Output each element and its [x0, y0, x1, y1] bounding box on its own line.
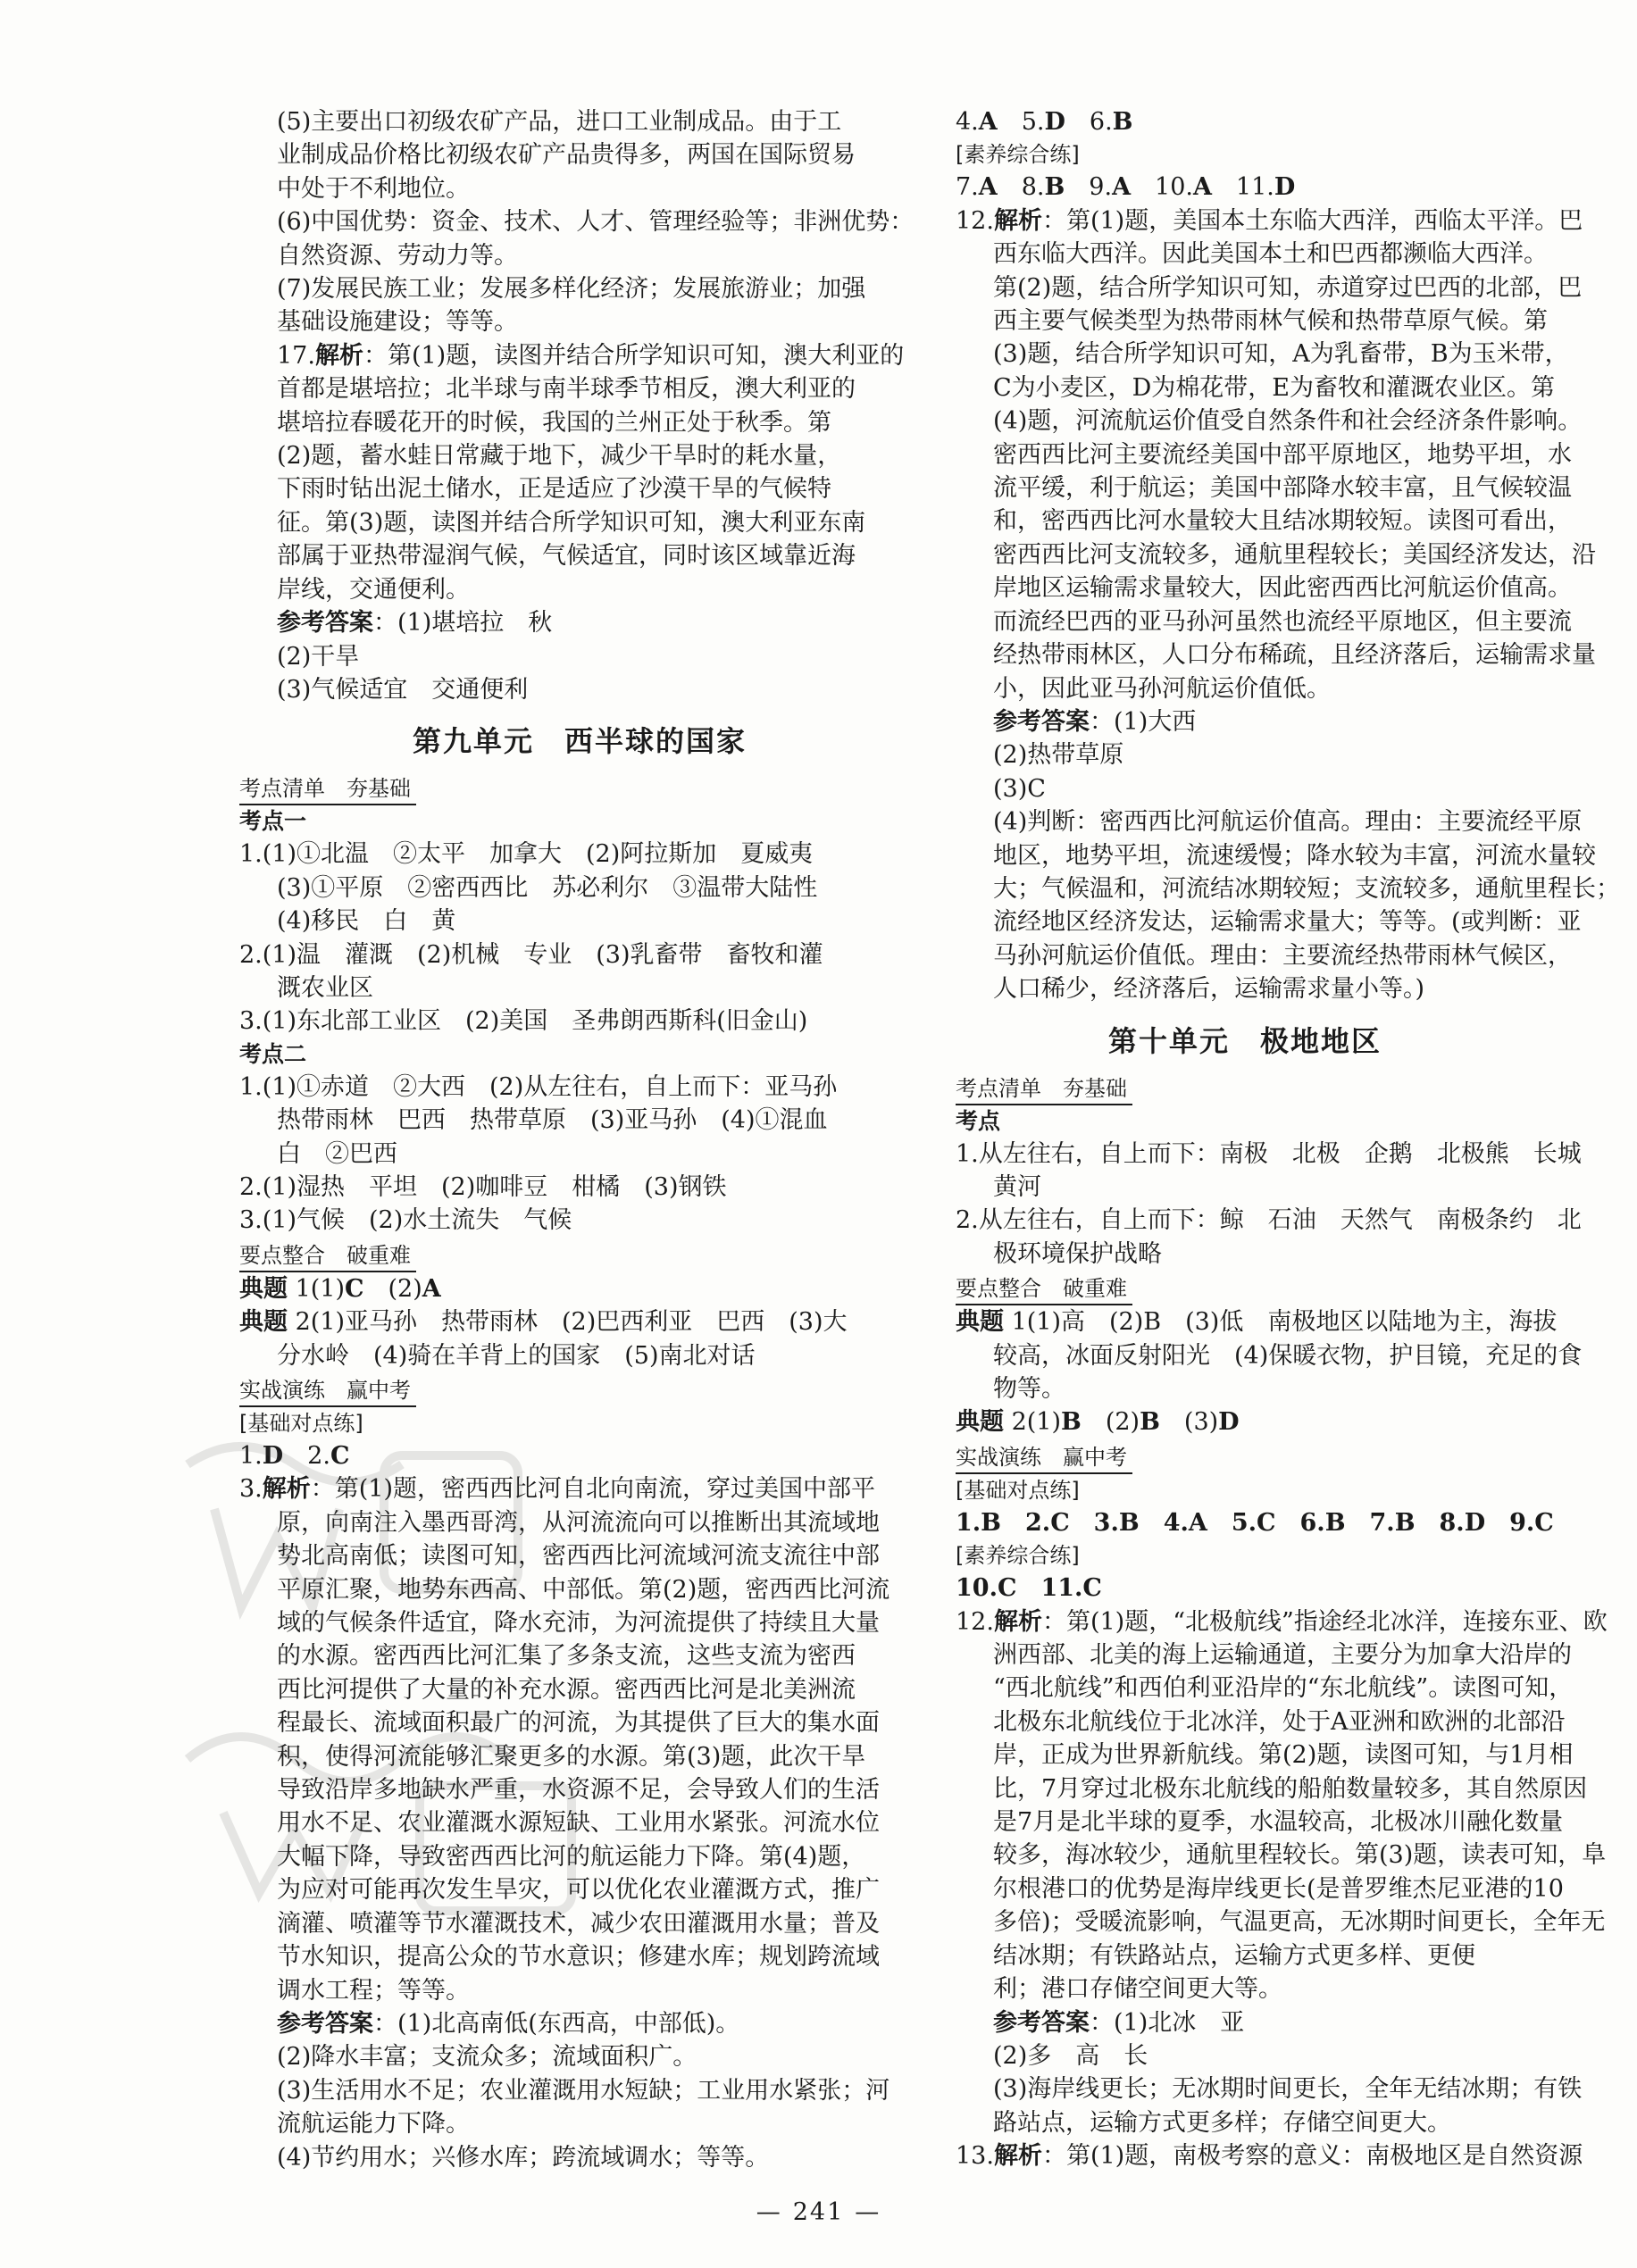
- text-line: 的水源。密西西比河汇集了多条支流，这些支流为密西: [277, 1642, 856, 1671]
- text-line: 尔根港口的优势是海岸线更长(是普罗维杰尼亚港的10: [993, 1874, 1564, 1903]
- answer-line: 人口稀少，经济落后，运输需求量小等。): [993, 975, 1425, 1004]
- text-line: (3)①平原 ②密西西比 苏必利尔 ③温带大陆性: [277, 873, 818, 902]
- text-line: 下雨时钻出泥土储水，正是适应了沙漠干旱的气候特: [277, 475, 831, 504]
- text-span: ：(1)大西: [1090, 707, 1197, 736]
- kaodian-2-heading: 考点二: [239, 1040, 307, 1067]
- answer-label: 参考答案: [993, 707, 1090, 736]
- answer-line: (2)干旱: [277, 642, 360, 671]
- answer-line: (3)C: [993, 774, 1046, 803]
- text-span: 2(1)亚马孙 热带雨林 (2)巴西利亚 巴西 (3)大: [295, 1308, 848, 1337]
- text-line: 经热带雨林区，人口分布稀疏，且经济落后，运输需求量: [993, 641, 1596, 670]
- text-span: 1(1): [288, 1274, 346, 1303]
- answer-line: 流经地区经济发达，运输需求量大；等等。(或判断：亚: [993, 908, 1582, 937]
- answer-line: 马孙河航运价值低。理由：主要流经热带雨林气候区，: [993, 941, 1572, 970]
- practice-subheading: [基础对点练]: [239, 1411, 363, 1436]
- text-line: 分水岭 (4)骑在羊背上的国家 (5)南北对话: [277, 1341, 756, 1370]
- u10-q12-analysis: [956, 1605, 1608, 2140]
- text-line: 西主要气候类型为热带雨林气候和热带草原气候。第: [993, 307, 1548, 336]
- text-line: (2)题，蓄水蛙日常藏于地下，减少干旱时的耗水量，: [277, 442, 842, 471]
- text-line: 3.(1)东北部工业区 (2)美国 圣弗朗西斯科(旧金山): [239, 1007, 808, 1036]
- text-line: 较高，冰面反射阳光 (4)保暖衣物，护目镜，充足的食: [993, 1341, 1583, 1370]
- text-line: 西比河提供了大量的补充水源。密西西比河是北美洲流: [277, 1675, 856, 1704]
- answer-line: [956, 705, 1534, 738]
- left-column: [239, 105, 920, 2174]
- analysis-label: 解析: [993, 206, 1042, 235]
- text-line: [956, 2139, 1583, 2172]
- text-span: 1.: [239, 1442, 263, 1470]
- example-label: 典题: [239, 1308, 288, 1337]
- answer-letter: D: [1218, 1408, 1240, 1437]
- question-number: 3.: [239, 1475, 263, 1504]
- question-number: 12.: [956, 1607, 994, 1636]
- text-span: ：第(1)题，密西西比河自北向南流，穿过美国中部平: [310, 1475, 876, 1504]
- answer-line: 流航运能力下降。: [277, 2110, 470, 2139]
- text-line: 3.(1)气候 (2)水土流失 气候: [239, 1206, 572, 1235]
- text-span: 2.: [283, 1442, 330, 1470]
- text-span: 6.: [1065, 108, 1113, 136]
- answer-line: [277, 606, 920, 639]
- text-line: 势北高南低；读图可知，密西西比河流域河流支流往中部: [277, 1542, 880, 1571]
- section-heading: 考点清单 夯基础: [956, 1073, 1132, 1105]
- text-line: [277, 339, 920, 372]
- text-span: 8.: [997, 173, 1045, 202]
- text-line: “西北航线”和西伯利亚沿岸的“东北航线”。读图可知，: [993, 1674, 1574, 1703]
- answer-letter: A: [978, 173, 998, 202]
- text-line: 堪培拉春暖花开的时候，我国的兰州正处于秋季。第: [277, 408, 831, 437]
- answer-letter: D: [262, 1442, 284, 1470]
- text-span: (2): [1081, 1408, 1140, 1437]
- text-line: 是7月是北半球的夏季，水温较高，北极冰川融化数量: [993, 1808, 1564, 1837]
- section-heading: 实战演练 赢中考: [239, 1375, 416, 1407]
- kaodian-heading: 考点: [956, 1107, 1001, 1134]
- analysis-label: 解析: [993, 1607, 1042, 1636]
- answer-letter: B: [1140, 1408, 1160, 1437]
- q3-analysis: [239, 1472, 920, 2174]
- answer-line: [956, 171, 1534, 204]
- text-span: ：(1)北冰 亚: [1090, 2008, 1245, 2037]
- answer-line: (3)气候适宜 交通便利: [277, 675, 529, 704]
- example-2-line: [239, 1305, 920, 1338]
- text-span: 5.: [997, 108, 1045, 136]
- text-span: 10.: [1131, 173, 1193, 202]
- text-line: 节水知识，提高公众的节水意识；修建水库；规划跨流域: [277, 1943, 880, 1972]
- answer-letter: A: [978, 108, 998, 136]
- text-line: 比，7月穿过北极东北航线的船舶数量较多，其自然原因: [993, 1774, 1588, 1803]
- answer-label: 参考答案: [993, 2008, 1090, 2037]
- text-line: 密西西比河主要流经美国中部平原地区，地势平坦，水: [993, 440, 1572, 469]
- answer-label: 参考答案: [277, 2009, 373, 2038]
- text-line: 用水不足、农业灌溉水源短缺、工业用水紧张。河流水位: [277, 1809, 880, 1838]
- text-span: 9.: [1065, 173, 1113, 202]
- text-line: (7)发展民族工业；发展多样化经济；发展旅游业；加强: [277, 275, 866, 304]
- section-heading: 实战演练 赢中考: [956, 1442, 1132, 1474]
- text-span: ：第(1)题，美国本土东临大西洋，西临太平洋。巴: [1041, 206, 1583, 235]
- answer-letter: D: [1044, 108, 1065, 136]
- text-line: 1.从左往右，自上而下：南极 北极 企鹅 北极熊 长城: [956, 1139, 1582, 1168]
- text-line: 流平缓，利于航运；美国中部降水较丰富，且气候较温: [993, 474, 1572, 503]
- text-span: 7.: [956, 173, 979, 202]
- answer-line: (2)多 高 长: [993, 2041, 1148, 2070]
- text-line: 密西西比河支流较多，通航里程较长；美国经济发达，沿: [993, 540, 1596, 569]
- text-line: 自然资源、劳动力等。: [277, 241, 518, 270]
- right-column: [956, 105, 1620, 2173]
- analysis-label: 解析: [262, 1475, 311, 1504]
- page-dash: —: [756, 2198, 782, 2226]
- page-number: [0, 2198, 1637, 2226]
- answer-line: 路站点，运输方式更多样；存储空间更大。: [993, 2108, 1451, 2137]
- section-heading: 要点整合 破重难: [956, 1273, 1132, 1305]
- text-line: 利；港口存储空间更大等。: [993, 1975, 1282, 2004]
- text-line: 黄河: [993, 1172, 1041, 1201]
- q17-analysis: [239, 339, 920, 706]
- answer-label: 参考答案: [277, 609, 373, 638]
- analysis-label: 解析: [993, 2142, 1042, 2171]
- text-line: 积，使得河流能够汇聚更多的水源。第(3)题，此次干旱: [277, 1742, 866, 1771]
- text-line: 调水工程；等等。: [277, 1976, 470, 2005]
- text-line: 2.从左往右，自上而下：鲸 石油 天然气 南极条约 北: [956, 1206, 1582, 1235]
- text-line: 第(2)题，结合所学知识可知，赤道穿过巴西的北部，巴: [993, 273, 1583, 302]
- text-line: [956, 204, 1583, 238]
- text-line: 物等。: [993, 1375, 1065, 1403]
- text-line: 为应对可能再次发生旱灾，可以优化农业灌溉方式，推广: [277, 1876, 880, 1905]
- example-1-line: [239, 1272, 920, 1305]
- text-line: (5)主要出口初级农矿产品，进口工业制成品。由于工: [277, 108, 842, 136]
- answer-letter: C: [330, 1442, 350, 1470]
- answer-letter: A: [422, 1274, 441, 1303]
- text-line: 滴灌、喷灌等节水灌溉技术，减少农田灌溉用水量；普及: [277, 1909, 880, 1938]
- text-line: 征。第(3)题，读图并结合所学知识可知，澳大利亚东南: [277, 508, 866, 537]
- text-line: 部属于亚热带湿润气候，气候适宜，同时该区域靠近海: [277, 542, 856, 571]
- answer-line: 大；气候温和，河流结冰期较短；支流较多，通航里程长；: [993, 874, 1620, 903]
- answer-letter: A: [1112, 173, 1132, 202]
- answer-line: 1.B 2.C 3.B 4.A 5.C 6.B 7.B 8.D 9.C: [956, 1508, 1554, 1537]
- text-line: (4)题，河流航运价值受自然条件和社会经济条件影响。: [993, 407, 1583, 436]
- answer-line: [239, 1439, 920, 1472]
- text-line: 较多，海冰较少，通航里程较长。第(3)题，读表可知，阜: [993, 1841, 1607, 1870]
- unit-9-title: 第九单元 西半球的国家: [412, 724, 747, 759]
- answer-line: (4)判断：密西西比河航运价值高。理由：主要流经平原: [993, 808, 1583, 837]
- question-number: 13.: [956, 2142, 994, 2171]
- text-line: C为小麦区，D为棉花带，E为畜牧和灌溉农业区。第: [993, 373, 1556, 402]
- answer-line: (3)生活用水不足；农业灌溉用水短缺；工业用水紧张；河: [277, 2076, 890, 2105]
- text-line: 大幅下降，导致密西西比河的航运能力下降。第(4)题，: [277, 1842, 866, 1871]
- text-line: 导致沿岸多地缺水严重，水资源不足，会导致人们的生活: [277, 1776, 880, 1805]
- text-line: 白 ②巴西: [277, 1139, 397, 1168]
- page-dash: —: [855, 2198, 881, 2226]
- text-line: 1.(1)①赤道 ②大西 (2)从左往右，自上而下：亚马孙: [239, 1072, 838, 1101]
- answer-letter: B: [1061, 1408, 1082, 1437]
- section-heading: 考点清单 夯基础: [239, 773, 416, 805]
- text-line: 极环境保护战略: [993, 1239, 1162, 1268]
- text-line: 业制成品价格比初级农矿产品贵得多，两国在国际贸易: [277, 141, 856, 170]
- text-line: 北极东北航线位于北冰洋，处于A亚洲和欧洲的北部沿: [993, 1707, 1566, 1736]
- practice-subheading: [基础对点练]: [956, 1477, 1080, 1503]
- text-line: 2.(1)温 灌溉 (2)机械 专业 (3)乳畜带 畜牧和灌: [239, 940, 823, 969]
- page-number-value: 241: [792, 2198, 845, 2226]
- example-1-line: [956, 1305, 1558, 1338]
- text-line: 多倍)；受暖流影响，气温更高，无冰期时间更长，全年无: [993, 1908, 1606, 1937]
- text-line: 1.(1)①北温 ②太平 加拿大 (2)阿拉斯加 夏威夷: [239, 840, 814, 869]
- text-line: 热带雨林 巴西 热带草原 (3)亚马孙 (4)①混血: [277, 1106, 828, 1135]
- answer-letter: C: [345, 1274, 364, 1303]
- answer-line: [956, 105, 1534, 138]
- question-number: 12.: [956, 206, 994, 235]
- practice-subheading: [素养综合练]: [956, 142, 1080, 168]
- analysis-label: 解析: [314, 341, 363, 370]
- text-line: 结冰期；有铁路站点，运输方式更多样、更便: [993, 1941, 1475, 1970]
- practice-subheading: [素养综合练]: [956, 1543, 1080, 1569]
- text-line: 基础设施建设；等等。: [277, 308, 518, 337]
- text-span: ：第(1)题，读图并结合所学知识可知，澳大利亚的: [363, 341, 905, 370]
- example-2-line: [956, 1405, 1534, 1438]
- answer-line: [956, 2006, 1534, 2039]
- text-span: 4.: [956, 108, 979, 136]
- text-line: (6)中国优势：资金、技术、人才、管理经验等；非洲优势：: [277, 208, 915, 237]
- text-line: 首都是堪培拉；北半球与南半球季节相反，澳大利亚的: [277, 375, 856, 404]
- text-line: 小，因此亚马孙河航运价值低。: [993, 674, 1331, 703]
- answer-letter: B: [1112, 108, 1133, 136]
- answer-letter: A: [1192, 173, 1212, 202]
- text-span: (2): [363, 1274, 422, 1303]
- text-span: 1(1)高 (2)B (3)低 南极地区以陆地为主，海拔: [1004, 1308, 1558, 1337]
- answer-line: (3)海岸线更长；无冰期时间更长，全年无结冰期；有铁: [993, 2075, 1583, 2104]
- answer-line: 10.C 11.C: [956, 1574, 1102, 1603]
- example-label: 典题: [956, 1308, 1004, 1337]
- text-line: 洲西部、北美的海上运输通道，主要分为加拿大沿岸的: [993, 1641, 1572, 1670]
- text-line: 溉农业区: [277, 973, 373, 1002]
- text-line: 而流经巴西的亚马孙河虽然也流经平原地区，但主要流: [993, 607, 1572, 636]
- answer-letter: D: [1274, 173, 1296, 202]
- text-span: ：第(1)题，南极考察的意义：南极地区是自然资源: [1041, 2142, 1583, 2171]
- text-line: (4)移民 白 黄: [277, 907, 456, 936]
- text-line: 西东临大西洋。因此美国本土和巴西都濒临大西洋。: [993, 240, 1548, 269]
- question-number: 17.: [277, 341, 315, 370]
- text-line: 平原汇聚，地势东西高、中部低。第(2)题，密西西比河流: [277, 1575, 890, 1604]
- text-line: [956, 1605, 1608, 1638]
- answer-line: (4)节约用水；兴修水库；跨流域调水；等等。: [277, 2143, 770, 2172]
- text-span: ：(1)北高南低(东西高，中部低)。: [373, 2009, 740, 2038]
- kaodian-1-heading: 考点一: [239, 808, 307, 835]
- answer-line: [239, 2007, 920, 2040]
- q16-part5: [239, 105, 920, 205]
- text-span: ：第(1)题，“北极航线”指途经北冰洋，连接东亚、欧: [1041, 1607, 1608, 1636]
- text-line: [239, 1472, 920, 1505]
- text-span: 2(1): [1004, 1408, 1062, 1437]
- text-line: 程最长、流域面积最广的河流，为其提供了巨大的集水面: [277, 1709, 880, 1738]
- text-line: 中处于不利地位。: [277, 174, 470, 203]
- text-line: 岸线，交通便利。: [277, 575, 470, 604]
- text-line: (3)题，结合所学知识可知，A为乳畜带，B为玉米带，: [993, 340, 1569, 369]
- q16-part7: [239, 272, 920, 339]
- answer-line: 地区，地势平坦，流速缓慢；降水较为丰富，河流水量较: [993, 841, 1596, 870]
- text-line: 原，向南注入墨西哥湾，从河流流向可以推断出其流域地: [277, 1508, 880, 1537]
- answer-line: (2)降水丰富；支流众多；流域面积广。: [277, 2043, 697, 2072]
- text-span: ：(1)堪培拉 秋: [373, 609, 553, 638]
- answer-line: (2)热带草原: [993, 741, 1124, 770]
- text-line: 岸地区运输需求量较大，因此密西西比河航运价值高。: [993, 574, 1572, 603]
- section-heading: 要点整合 破重难: [239, 1240, 416, 1272]
- text-line: 岸，正成为世界新航线。第(2)题，读图可知，与1月相: [993, 1741, 1574, 1770]
- text-line: 2.(1)湿热 平坦 (2)咖啡豆 柑橘 (3)钢铁: [239, 1172, 727, 1201]
- text-span: (3): [1159, 1408, 1219, 1437]
- q12-analysis: [956, 204, 1620, 1006]
- answer-letter: B: [1044, 173, 1065, 202]
- example-label: 典题: [239, 1274, 288, 1303]
- unit-10-title: 第十单元 极地地区: [1107, 1023, 1382, 1058]
- text-line: 域的气候条件适宜，降水充沛，为河流提供了持续且大量: [277, 1609, 880, 1638]
- q16-part6: [239, 205, 920, 272]
- example-label: 典题: [956, 1408, 1004, 1437]
- text-line: 和，密西西比河水量较大且结冰期较短。读图可看出，: [993, 507, 1572, 536]
- text-span: 11.: [1211, 173, 1274, 202]
